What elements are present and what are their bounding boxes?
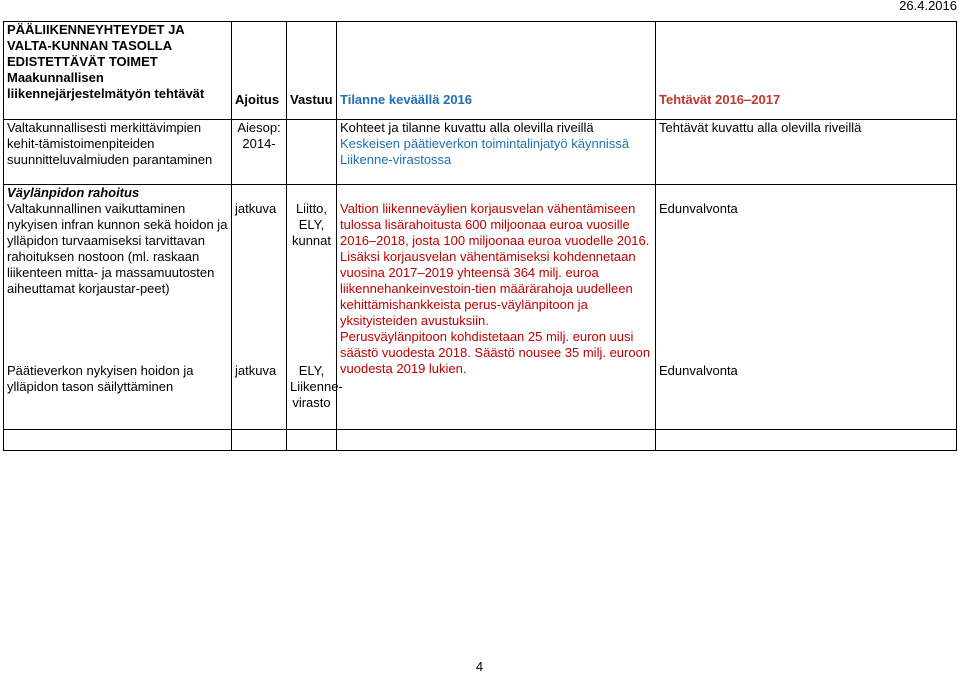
intro-status-line1: Kohteet ja tilanne kuvattu alla olevilla riveillä [340, 120, 594, 135]
intro-description: Valtakunnallisesti merkittävimpien kehit-tämistoimenpiteiden suunnitteluvalmiuden parantaminen [4, 120, 232, 185]
intro-timing-line2: 2014- [242, 136, 276, 151]
header-col1 [4, 22, 232, 120]
page-number: 4 [475, 659, 484, 674]
item1-status-p1: Valtion liikenneväylien korjausvelan vähentämiseen tulossa lisärahoitusta 600 miljoonaa euroa vuosille 2016‒2018, josta 100 miljoonaa euroa vuodelle 2016. [340, 201, 650, 248]
intro-timing-line1: Aiesop: [237, 120, 281, 135]
header-status: Tilanne keväällä 2016 [337, 22, 656, 120]
item2-tasks: Edunvalvonta [659, 363, 738, 378]
header-row [4, 22, 957, 120]
header-subtitle: Maakunnallisen liikennejärjestelmätyön tehtävät [7, 70, 205, 101]
header-timing: Ajoitus [232, 22, 287, 120]
intro-row [4, 120, 957, 185]
intro-tasks: Tehtävät kuvattu alla olevilla riveillä [656, 120, 957, 185]
empty-row [4, 430, 957, 451]
item1-responsibility: Liitto, ELY, kunnat [291, 201, 332, 248]
header-tasks: Tehtävät 2016‒2017 [656, 22, 957, 120]
maintenance-status [337, 185, 656, 430]
section-title: Väylänpidon rahoitus [7, 185, 140, 200]
item2-description: Päätieverkon nykyisen hoidon ja ylläpidon tason säilyttäminen [7, 363, 194, 394]
header-responsibility: Vastuu [287, 22, 337, 120]
intro-timing [232, 120, 287, 185]
maintenance-description [4, 185, 232, 430]
maintenance-responsibility [287, 185, 343, 430]
document-date: 26.4.2016 [899, 0, 957, 13]
intro-status-line2: Keskeisen päätieverkon toimintalinjatyö käynnissä Liikenne-virastossa [340, 136, 630, 167]
maintenance-row [4, 185, 957, 430]
item1-status-p2: Lisäksi korjausvelan vähentämiseksi kohdennetaan vuosina 2017‒2019 yhteensä 364 milj. euroa liikennehankeinvestoin-tien määrärahoja uudelleen kehittämishankkeista perus-väylänpitoon ja yksityisteiden avustuksiin. [340, 249, 636, 328]
item1-timing: jatkuva [235, 201, 277, 216]
item1-status-p3: Perusväylänpitoon kohdistetaan 25 milj. euron uusi säästö vuodesta 2018. Säästö nousee 35 milj. euroon vuodesta 2019 lukien. [340, 329, 651, 376]
intro-status [337, 120, 656, 185]
item2-timing: jatkuva [235, 363, 277, 378]
maintenance-tasks [656, 185, 957, 430]
header-title: PÄÄLIIKENNEYHTEYDET JA VALTA-KUNNAN TASOLLA EDISTETTÄVÄT TOIMET [7, 22, 185, 69]
intro-responsibility [287, 120, 337, 185]
item2-responsibility: ELY, Liikenne-virasto [290, 363, 343, 410]
main-table [3, 21, 957, 451]
maintenance-timing [232, 185, 287, 430]
item1-tasks: Edunvalvonta [659, 201, 738, 216]
item1-description: Valtakunnallinen vaikuttaminen nykyisen infran kunnon sekä hoidon ja ylläpidon turvaamiseksi tarvittavan rahoituksen nostoon (ml. raskaan liikenteen mitta- ja massamuutosten aiheuttamat korjaustar-peet) [7, 201, 228, 296]
